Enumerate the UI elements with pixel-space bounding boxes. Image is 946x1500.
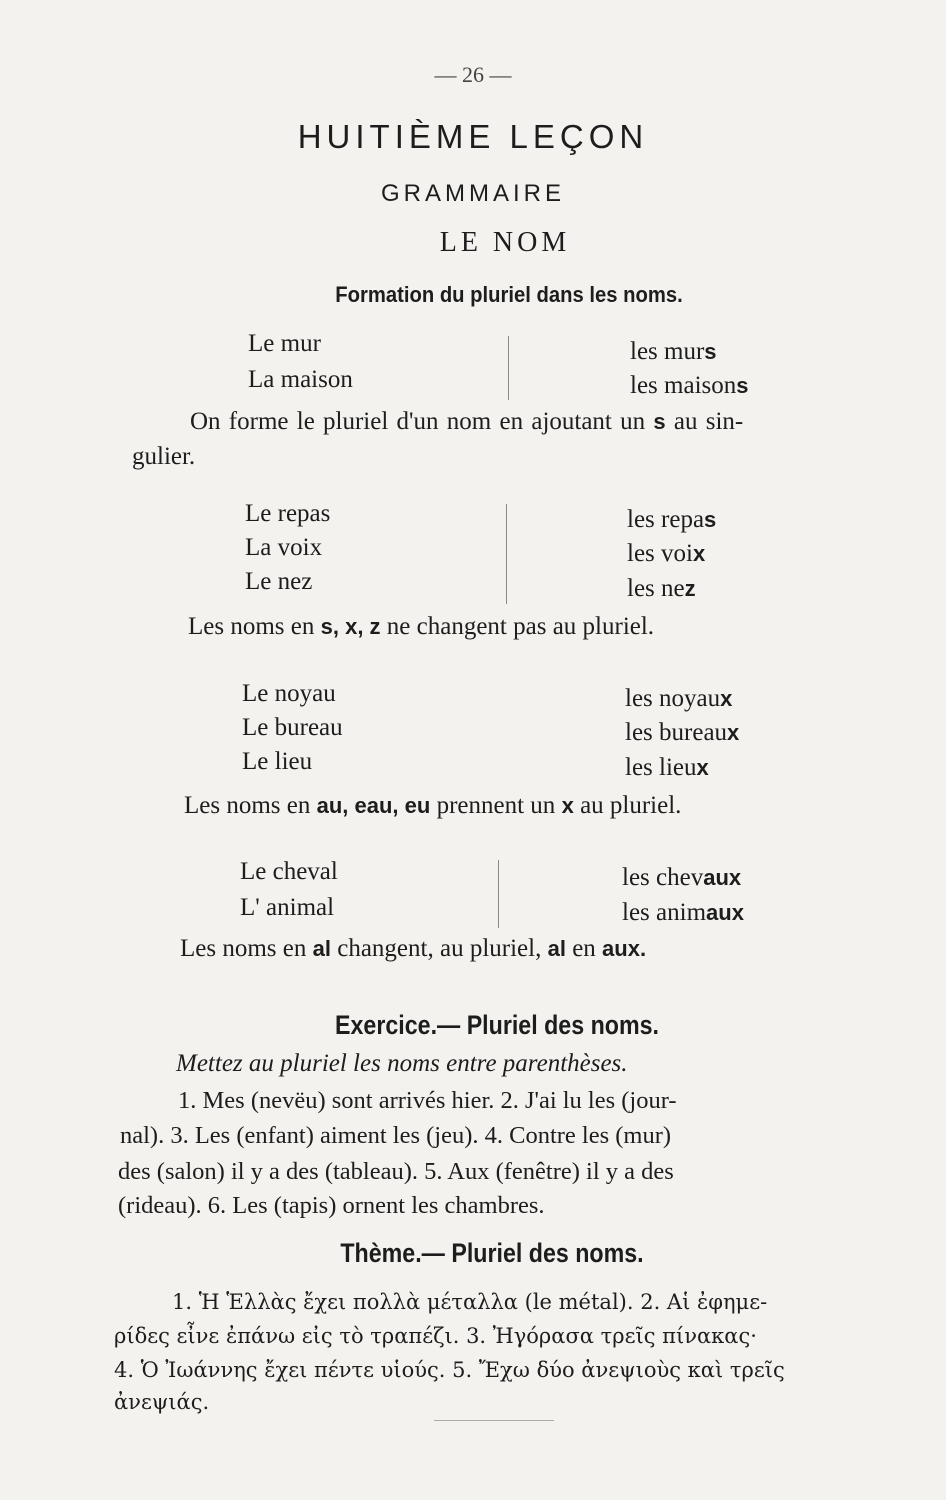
exercise-instruction: Mettez au pluriel les noms entre parenthèses. xyxy=(176,1050,628,1077)
singular-example: Le nez xyxy=(245,568,313,595)
singular-example: La voix xyxy=(245,534,323,561)
plural-example: les repas xyxy=(627,506,717,533)
plural-example: les bureaux xyxy=(625,719,740,746)
singular-example: La maison xyxy=(248,366,353,393)
lesson-title: HUITIÈME LEÇON xyxy=(297,118,649,155)
column-divider xyxy=(506,504,507,604)
plural-example: les noyaux xyxy=(625,685,733,712)
singular-example: Le bureau xyxy=(242,714,343,741)
singular-example: Le lieu xyxy=(242,748,313,775)
singular-example: L' animal xyxy=(240,894,335,921)
singular-example: Le repas xyxy=(245,500,331,527)
rule-text: Les noms en au, eau, eu prennent un x au pluriel. xyxy=(184,792,682,819)
plural-example: les nez xyxy=(627,575,696,602)
rule-text: Les noms en al changent, au pluriel, al en aux. xyxy=(180,935,647,962)
rule-text: Les noms en s, x, z ne changent pas au pluriel. xyxy=(188,613,655,640)
theme-line: 4. Ὁ Ἰωάννης ἔχει πέντε υἱούς. 5. Ἔχω δύο ἀνεψιοὺς καὶ τρεῖς xyxy=(114,1358,785,1382)
singular-example: Le mur xyxy=(248,330,321,357)
exercise-line: nal). 3. Les (enfant) aiment les (jeu). 4. Contre les (mur) xyxy=(120,1122,672,1149)
rule-text-continued: gulier. xyxy=(132,443,196,470)
theme-title: Thème.— Pluriel des noms. xyxy=(340,1238,644,1268)
topic-title: LE NOM xyxy=(439,227,571,258)
plural-example: les chevaux xyxy=(622,864,742,891)
column-divider xyxy=(498,860,499,928)
formation-title: Formation du pluriel dans les noms. xyxy=(335,282,683,307)
theme-line: 1. Ἡ Ἑλλὰς ἔχει πολλὰ μέταλλα (le métal). 2. Αἱ ἐφημε- xyxy=(172,1290,768,1314)
theme-line: ρίδες εἶνε ἐπάνω εἰς τὸ τραπέζι. 3. Ἠγόρασα τρεῖς πίνακας· xyxy=(114,1324,757,1348)
singular-example: Le noyau xyxy=(242,680,336,707)
exercise-line: 1. Mes (nevëu) sont arrivés hier. 2. J'ai lu les (jour- xyxy=(178,1087,677,1114)
plural-example: les animaux xyxy=(622,899,744,926)
exercise-title: Exercice.— Pluriel des noms. xyxy=(335,1010,659,1040)
plural-example: les voix xyxy=(627,540,706,567)
end-rule xyxy=(434,1420,554,1421)
exercise-line: des (salon) il y a des (tableau). 5. Aux (fenêtre) il y a des xyxy=(118,1158,674,1185)
plural-example: les maisons xyxy=(630,372,749,399)
section-title: GRAMMAIRE xyxy=(380,180,565,207)
theme-line: ἀνεψιάς. xyxy=(114,1390,210,1414)
column-divider xyxy=(508,336,509,400)
exercise-line: (rideau). 6. Les (tapis) ornent les chambres. xyxy=(118,1192,545,1219)
singular-example: Le cheval xyxy=(240,858,338,885)
page-number: — 26 — xyxy=(434,62,512,87)
rule-text: On forme le pluriel d'un nom en ajoutant un s au sin- xyxy=(190,408,744,435)
plural-example: les murs xyxy=(630,338,717,365)
plural-example: les lieux xyxy=(625,754,709,781)
